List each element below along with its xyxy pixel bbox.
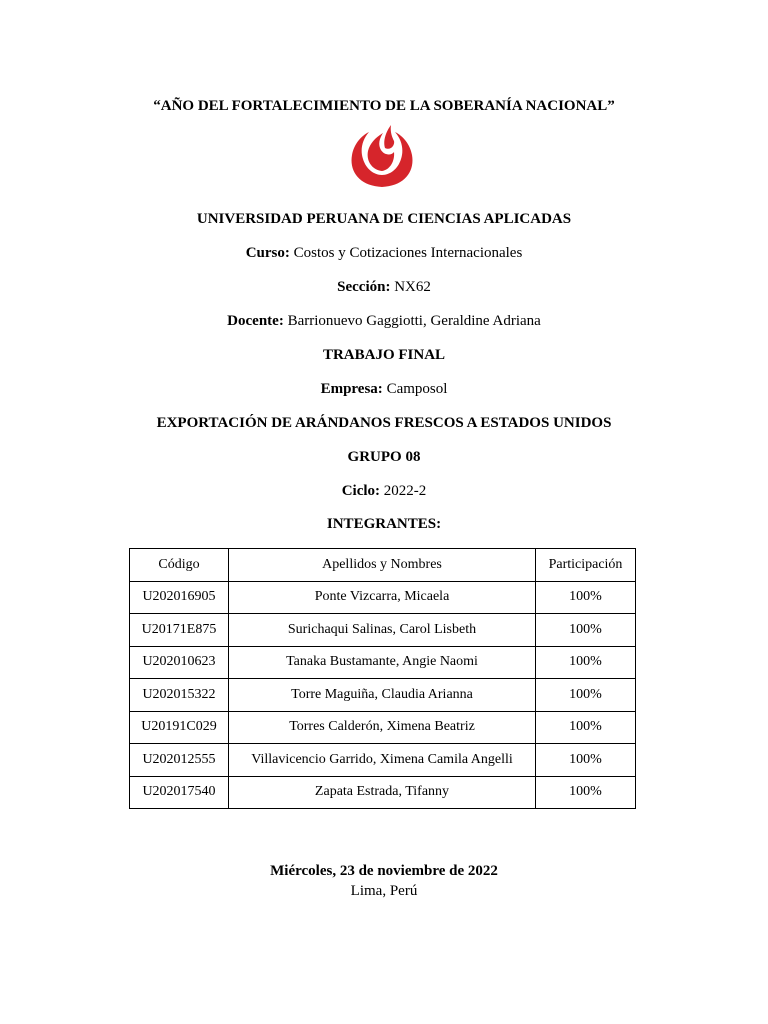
table-header-row: [130, 549, 636, 582]
table-row: [130, 776, 636, 809]
table-row: [130, 646, 636, 679]
member-participation: 100%: [536, 679, 636, 712]
member-name: Villavicencio Garrido, Ximena Camila Angelli: [229, 744, 536, 777]
course-label: Curso:: [245, 245, 290, 261]
company-label: Empresa:: [320, 381, 383, 397]
course-value: Costos y Cotizaciones Internacionales: [293, 245, 523, 261]
course-line: [0, 244, 768, 262]
member-code: U20171E875: [130, 614, 229, 647]
members-table: [129, 548, 636, 809]
table-row: [130, 744, 636, 777]
work-title: TRABAJO FINAL: [322, 347, 446, 363]
member-participation: 100%: [536, 776, 636, 809]
university-name: UNIVERSIDAD PERUANA DE CIENCIAS APLICADAS: [196, 211, 572, 227]
table-row: [130, 679, 636, 712]
date: Miércoles, 23 de noviembre de 2022: [270, 863, 498, 879]
member-name: Surichaqui Salinas, Carol Lisbeth: [229, 614, 536, 647]
table-row: [130, 711, 636, 744]
member-participation: 100%: [536, 646, 636, 679]
member-participation: 100%: [536, 581, 636, 614]
members-heading: INTEGRANTES:: [326, 516, 442, 532]
section-value: NX62: [394, 279, 431, 295]
group-label: GRUPO 08: [347, 449, 421, 465]
company-line: [0, 380, 768, 398]
place: Lima, Perú: [350, 883, 418, 899]
member-code: U202015322: [130, 679, 229, 712]
member-participation: 100%: [536, 711, 636, 744]
member-code: U202016905: [130, 581, 229, 614]
member-participation: 100%: [536, 744, 636, 777]
member-code: U20191C029: [130, 711, 229, 744]
member-code: U202010623: [130, 646, 229, 679]
table-row: [130, 581, 636, 614]
motto: “AÑO DEL FORTALECIMIENTO DE LA SOBERANÍA NACIONAL”: [153, 98, 615, 114]
cycle-label: Ciclo:: [341, 483, 381, 499]
member-name: Zapata Estrada, Tifanny: [229, 776, 536, 809]
upc-flame-logo-icon: [348, 124, 416, 188]
member-name: Torre Maguiña, Claudia Arianna: [229, 679, 536, 712]
cycle-value: 2022-2: [383, 483, 427, 499]
member-name: Torres Calderón, Ximena Beatriz: [229, 711, 536, 744]
teacher-line: [0, 312, 768, 330]
table-row: [130, 614, 636, 647]
cycle-line: [0, 482, 768, 500]
member-participation: 100%: [536, 614, 636, 647]
company-value: Camposol: [386, 381, 448, 397]
section-line: [0, 278, 768, 296]
teacher-value: Barrionuevo Gaggiotti, Geraldine Adriana: [287, 313, 541, 329]
header-name: Apellidos y Nombres: [229, 549, 536, 582]
member-code: U202012555: [130, 744, 229, 777]
header-code: Código: [130, 549, 229, 582]
section-label: Sección:: [337, 279, 391, 295]
member-code: U202017540: [130, 776, 229, 809]
teacher-label: Docente:: [227, 313, 284, 329]
member-name: Tanaka Bustamante, Angie Naomi: [229, 646, 536, 679]
project-title: EXPORTACIÓN DE ARÁNDANOS FRESCOS A ESTADOS UNIDOS: [156, 415, 612, 431]
header-participation: Participación: [536, 549, 636, 582]
member-name: Ponte Vizcarra, Micaela: [229, 581, 536, 614]
